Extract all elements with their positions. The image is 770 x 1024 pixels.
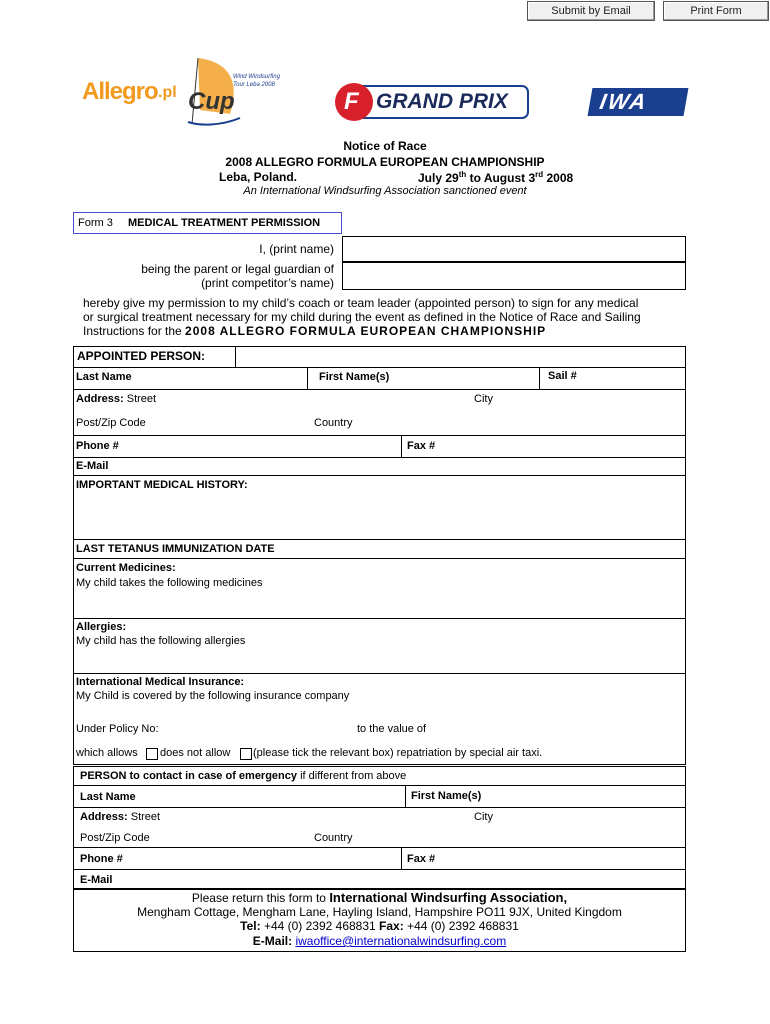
parent-name-input[interactable] [342,236,686,262]
emergency-country-label: Country [314,832,353,844]
return-address: Mengham Cottage, Mengham Lane, Hayling Island, Hampshire PO11 9JX, United Kingdom [137,905,622,919]
emergency-postzip-label: Post/Zip Code [80,832,150,844]
policy-value-label: to the value of [357,723,427,735]
iwa-email-link[interactable]: iwaoffice@internationalwindsurfing.com [295,934,507,948]
medical-history-input[interactable] [74,494,685,538]
appointed-person-section [73,346,686,765]
current-medicines-text: My child takes the following medicines [76,577,263,589]
iwa-logo [588,88,689,116]
form-title-box [73,212,342,234]
appointed-person-input[interactable] [236,347,685,367]
notice-of-race-title: Notice of Race [343,139,427,153]
allegro-suffix: .pl [158,84,177,101]
allows-label: which allows [76,747,138,759]
return-phone-fax: Tel: +44 (0) 2392 468831 Fax: +44 (0) 2392 468831 [240,919,519,933]
allergies-text: My child has the following allergies [76,635,246,647]
guardian-label-1: being the parent or legal guardian of [141,262,334,276]
emergency-heading: PERSON to contact in case of emergency if different from above [80,770,407,782]
submit-by-email-button[interactable]: Submit by Email [527,1,655,21]
appointed-postzip-label: Post/Zip Code [76,417,146,429]
insurance-text: My Child is covered by the following insurance company [76,690,350,702]
insurance-heading: International Medical Insurance: [76,676,245,688]
does-not-allow-label: does not allow [160,747,231,759]
emergency-address-label: Address: Street [80,811,161,823]
medical-history-label: IMPORTANT MEDICAL HISTORY: [76,479,248,491]
appointed-person-heading: APPOINTED PERSON: [77,349,206,363]
appointed-sail-label: Sail # [548,370,577,382]
current-medicines-heading: Current Medicines: [76,562,176,574]
event-location: Leba, Poland. [219,170,298,184]
return-email: E-Mail: iwaoffice@internationalwindsurfing.com [252,934,507,948]
permission-statement: hereby give my permission to my child’s coach or team leader (appointed person) to sign for any medical or surgical treatment necessary for my child during the event as defined in the Notice of Race and Sailing Instructions for the 2008 ALLEGRO FORMULA EUROPEAN CHAMPIONSHIP [83,296,641,338]
tetanus-date-label: LAST TETANUS IMMUNIZATION DATE [76,543,275,555]
appointed-phone-label: Phone # [76,440,119,452]
policy-number-label: Under Policy No: [76,723,159,735]
grand-prix-text: GRAND PRIX [376,90,508,113]
guardian-label-2: (print competitor’s name) [201,276,334,290]
competitor-name-input[interactable] [342,262,686,290]
cup-wordmark: Cup [188,88,235,115]
grand-prix-logo [334,82,530,122]
appointed-address-label: Address: Street [76,393,157,405]
cup-tagline-1: Wind Windsurfing [233,74,280,80]
emergency-city-label: City [474,811,493,823]
allows-checkbox[interactable] [146,748,158,760]
repatriation-label: (please tick the relevant box) repatriation by special air taxi. [253,747,543,759]
allergies-heading: Allergies: [76,621,127,633]
grand-prix-letter: F [344,88,359,115]
event-subtitle: An International Windsurfing Association sanctioned event [243,185,527,197]
cup-tagline-2: Tour Leba 2008 [233,82,275,88]
event-dates: July 29th to August 3rd 2008 [418,170,574,185]
print-form-button[interactable]: Print Form [663,1,769,21]
emergency-first-name-label: First Name(s) [411,790,482,802]
does-not-allow-checkbox[interactable] [240,748,252,760]
iwa-wordmark: IWA [597,89,650,114]
emergency-phone-label: Phone # [80,853,123,865]
allegro-wordmark: Allegro [82,78,158,105]
return-instruction: Please return this form to International Windsurfing Association, [191,890,568,905]
form-title: MEDICAL TREATMENT PERMISSION [128,217,321,229]
form-number: Form 3 [78,217,113,229]
championship-title: 2008 ALLEGRO FORMULA EUROPEAN CHAMPIONSHIP [225,155,545,169]
appointed-country-label: Country [314,417,353,429]
appointed-email-label: E-Mail [76,460,109,472]
allegro-cup-logo [80,52,300,130]
appointed-city-label: City [474,393,493,405]
appointed-last-name-label: Last Name [76,371,132,383]
appointed-first-name-label: First Name(s) [319,371,390,383]
emergency-fax-label: Fax # [407,853,436,865]
emergency-last-name-label: Last Name [80,791,136,803]
appointed-fax-label: Fax # [407,440,436,452]
print-name-label: I, (print name) [259,242,334,256]
emergency-email-label: E-Mail [80,874,113,886]
